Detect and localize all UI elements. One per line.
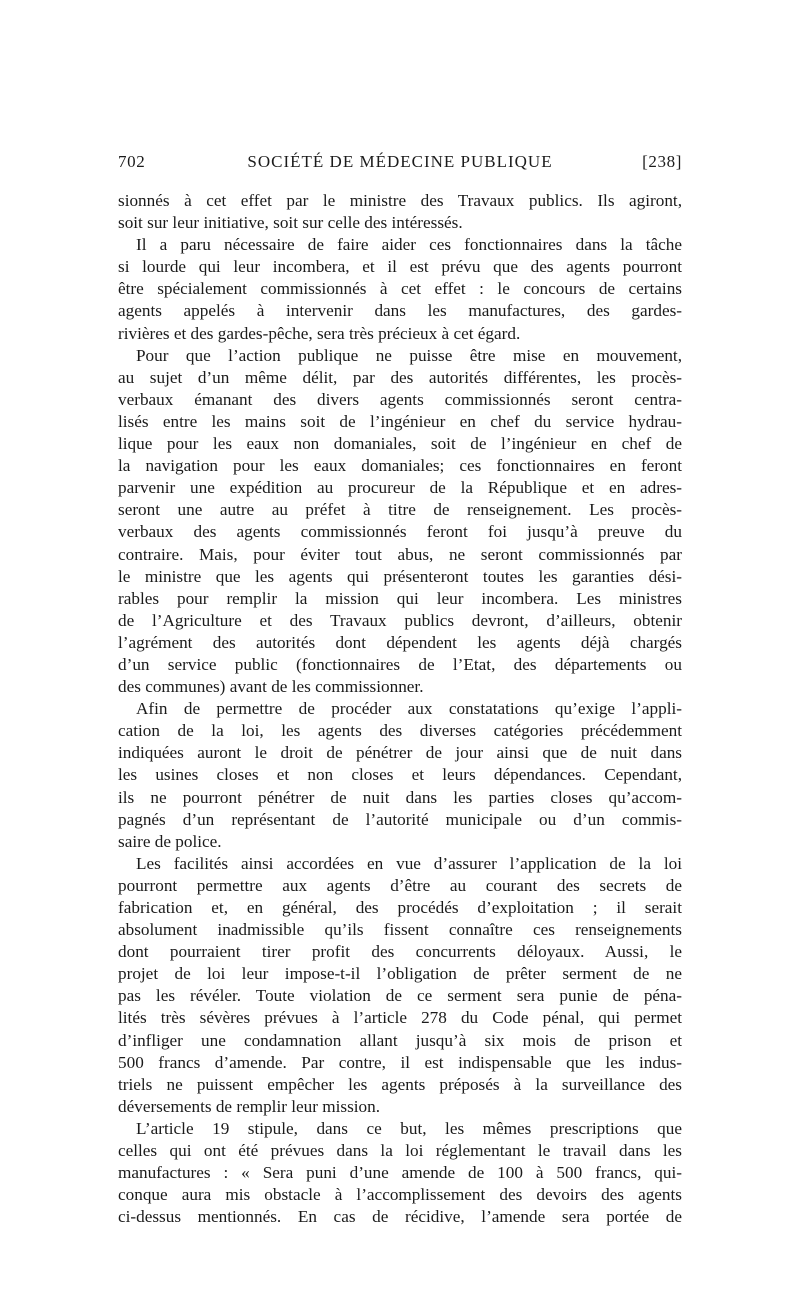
text-line: absolument inadmissible qu’ils fissent connaître ces renseignements xyxy=(118,920,682,940)
text-line: Les facilités ainsi accordées en vue d’assurer l’application de la loi xyxy=(136,853,682,873)
page-number: 702 xyxy=(118,152,146,171)
text-line: soit sur leur initiative, soit sur celle des intéressés. xyxy=(118,213,463,233)
text-line: dont pourraient tirer profit des concurrents déloyaux. Aussi, le xyxy=(118,942,682,962)
text-line: cation de la loi, les agents des diverses catégories précédemment xyxy=(118,721,682,741)
text-line: ci-dessus mentionnés. En cas de récidive, l’amende sera portée de xyxy=(118,1207,682,1227)
text-line: pagnés d’un représentant de l’autorité municipale ou d’un commis- xyxy=(118,809,682,829)
text-line: indiquées auront le droit de pénétrer de jour ainsi que de nuit dans xyxy=(118,743,682,763)
text-line: de l’Agriculture et des Travaux publics devront, d’ailleurs, obtenir xyxy=(118,610,682,630)
text-line: verbaux des agents commissionnés feront foi jusqu’à preuve du xyxy=(118,522,682,542)
text-line: saire de police. xyxy=(118,831,222,851)
text-line: l’agrément des autorités dont dépendent les agents déjà chargés xyxy=(118,632,682,652)
text-line: Pour que l’action publique ne puisse être mise en mouvement, xyxy=(136,345,682,365)
text-line: agents appelés à intervenir dans les manufactures, des gardes- xyxy=(118,301,682,321)
text-line: verbaux émanant des divers agents commissionnés seront centra- xyxy=(118,389,682,409)
text-line: lisés entre les mains soit de l’ingénieur en chef du service hydrau- xyxy=(118,411,682,431)
text-line: ils ne pourront pénétrer de nuit dans les parties closes qu’accom- xyxy=(118,787,682,807)
running-head xyxy=(118,152,682,176)
text-line: des communes) avant de les commissionner. xyxy=(118,677,424,697)
text-line: pas les révéler. Toute violation de ce serment sera punie de péna- xyxy=(118,986,682,1006)
text-line: parvenir une expédition au procureur de la République et en adres- xyxy=(118,478,682,498)
text-line: L’article 19 stipule, dans ce but, les mêmes prescriptions que xyxy=(136,1118,682,1138)
text-line: être spécialement commissionnés à cet effet : le concours de certains xyxy=(118,279,682,299)
text-line: conque aura mis obstacle à l’accomplissement des devoirs des agents xyxy=(118,1185,682,1205)
text-line: manufactures : « Sera puni d’une amende de 100 à 500 francs, qui- xyxy=(118,1163,682,1183)
text-line: lités très sévères prévues à l’article 278 du Code pénal, qui permet xyxy=(118,1008,682,1028)
text-line: si lourde qui leur incombera, et il est prévu que des agents pourront xyxy=(118,257,682,277)
text-line: triels ne puissent empêcher les agents préposés à la surveillance des xyxy=(118,1074,682,1094)
running-title: SOCIÉTÉ DE MÉDECINE PUBLIQUE xyxy=(247,152,553,171)
text-line: au sujet d’un même délit, par des autorités différentes, les procès- xyxy=(118,367,682,387)
text-line: 500 francs d’amende. Par contre, il est indispensable que les indus- xyxy=(118,1052,682,1072)
text-line: les usines closes et non closes et leurs dépendances. Cependant, xyxy=(118,765,682,785)
text-line: Il a paru nécessaire de faire aider ces fonctionnaires dans la tâche xyxy=(136,235,682,255)
text-line: seront une autre au préfet à titre de renseignement. Les procès- xyxy=(118,500,682,520)
text-line: celles qui ont été prévues dans la loi réglementant le travail dans les xyxy=(118,1141,682,1161)
text-line: d’infliger une condamnation allant jusqu’à six mois de prison et xyxy=(118,1030,682,1050)
text-line: rables pour remplir la mission qui leur incombera. Les ministres xyxy=(118,588,682,608)
text-line: pourront permettre aux agents d’être au courant des secrets de xyxy=(118,875,682,895)
text-line: Afin de permettre de procéder aux constatations qu’exige l’appli- xyxy=(136,699,682,719)
text-line: contraire. Mais, pour éviter tout abus, ne seront commissionnés par xyxy=(118,544,682,564)
text-line: projet de loi leur impose-t-il l’obligation de prêter serment de ne xyxy=(118,964,682,984)
text-line: sionnés à cet effet par le ministre des Travaux publics. Ils agiront, xyxy=(118,191,682,210)
body-text xyxy=(118,190,682,1228)
text-line: lique pour les eaux non domaniales, soit de l’ingénieur en chef de xyxy=(118,434,682,454)
text-line: la navigation pour les eaux domaniales; ces fonctionnaires en feront xyxy=(118,456,682,476)
text-line: d’un service public (fonctionnaires de l’Etat, des départements ou xyxy=(118,654,682,674)
text-line: fabrication et, en général, des procédés d’exploitation ; il serait xyxy=(118,898,682,917)
text-line: le ministre que les agents qui présenteront toutes les garanties dési- xyxy=(118,566,682,586)
text-line: déversements de remplir leur mission. xyxy=(118,1096,381,1116)
text-line: rivières et des gardes-pêche, sera très précieux à cet égard. xyxy=(118,323,521,343)
bracketed-page-number: [238] xyxy=(642,152,682,171)
